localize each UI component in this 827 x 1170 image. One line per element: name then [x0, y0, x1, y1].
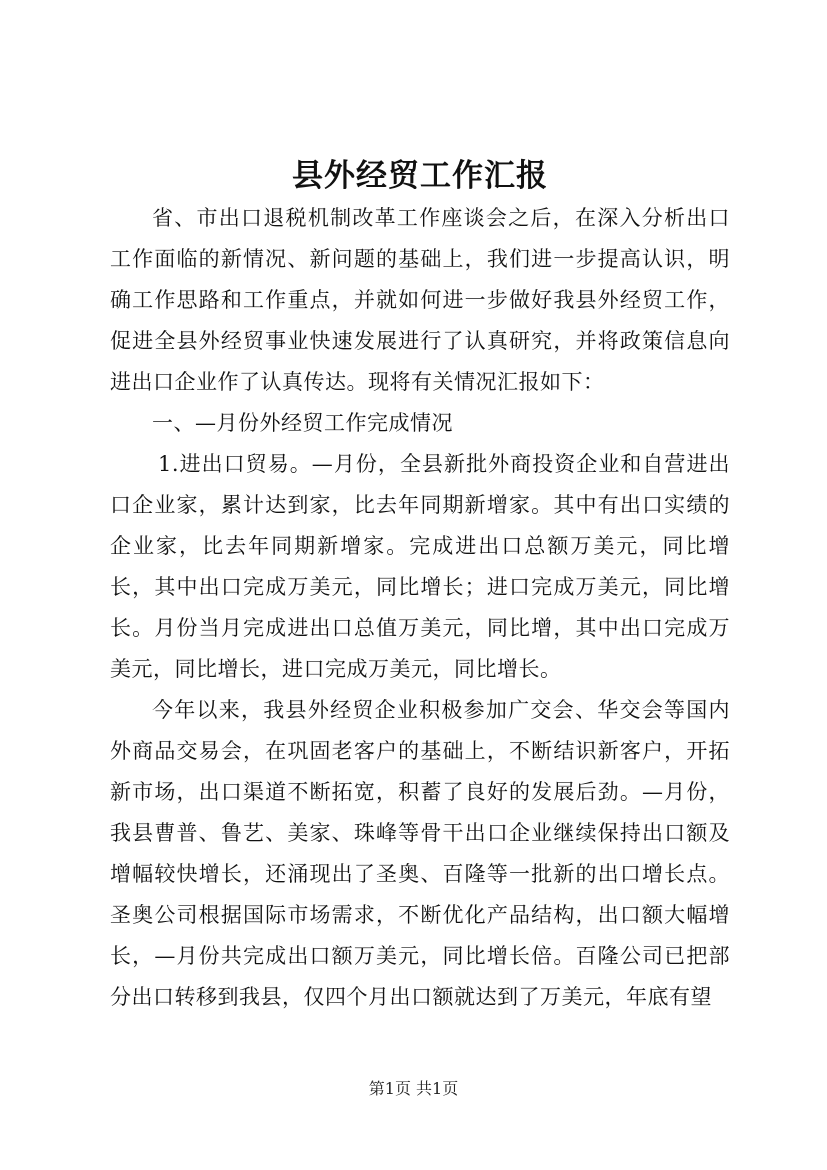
page-footer: 第1页 共1页	[368, 1079, 459, 1098]
trade-paragraph: 1.进出口贸易。—月份，全县新批外商投资企业和自营进出口企业家，累计达到家，比去年同期新增家。其中有出口实绩的企业家，比去年同期新增家。完成进出口总额万美元，同比增长，其中出口完成万美元，同比增长；进口完成万美元，同比增长。月份当月完成进出口总值万美元，同比增，其中出口完成万美元，同比增长，进口完成万美元，同比增长。	[110, 452, 730, 681]
growth-paragraph: 今年以来，我县外经贸企业积极参加广交会、华交会等国内外商品交易会，在巩固老客户的基础上，不断结识新客户，开拓新市场，出口渠道不断拓宽，积蓄了良好的发展后劲。—月份，我县曹普、鲁艺、美家、珠峰等骨干出口企业继续保持出口额及增幅较快增长，还涌现出了圣奥、百隆等一批新的出口增长点。圣奥公司根据国际市场需求，不断优化产品结构，出口额大幅增长，—月份共完成出口额万美元，同比增长倍。百隆公司已把部分出口转移到我县，仅四个月出口额就达到了万美元，年底有望	[110, 698, 730, 1009]
document-body	[110, 198, 730, 1018]
document-title: 县外经贸工作汇报	[292, 158, 548, 194]
section-heading: 一、—月份外经贸工作完成情况	[152, 411, 453, 435]
intro-paragraph: 省、市出口退税机制改革工作座谈会之后，在深入分析出口工作面临的新情况、新问题的基础上，我们进一步提高认识，明确工作思路和工作重点，并就如何进一步做好我县外经贸工作，促进全县外经贸事业快速发展进行了认真研究，并将政策信息向进出口企业作了认真传达。现将有关情况汇报如下：	[110, 206, 730, 394]
